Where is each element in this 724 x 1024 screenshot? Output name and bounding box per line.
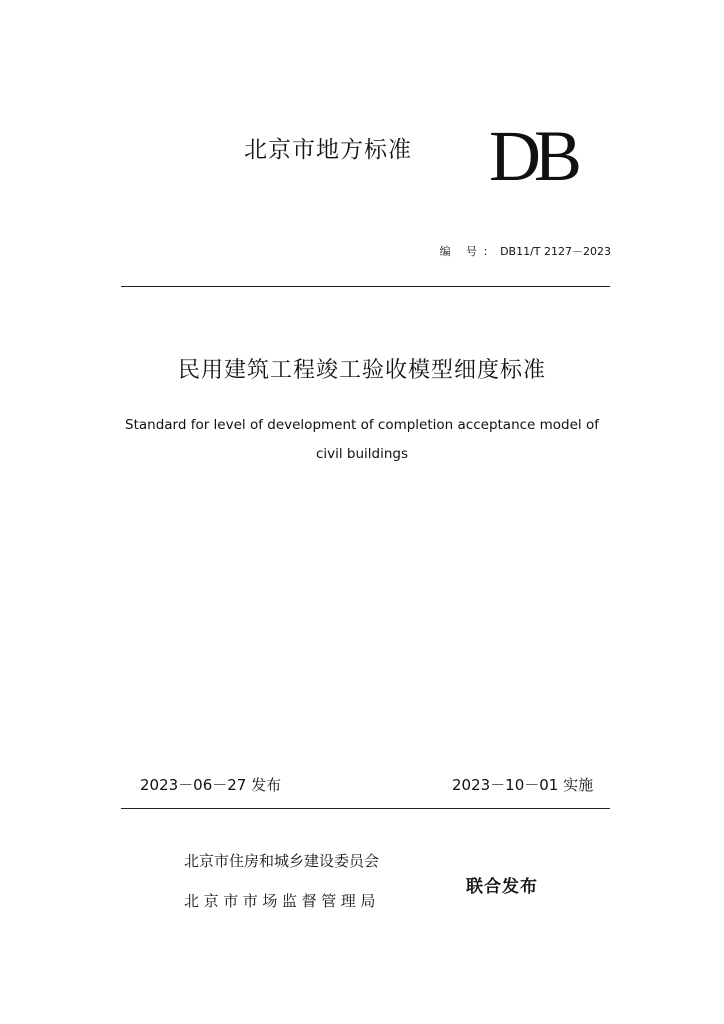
- issue-date: 2023－06－27 发布: [140, 776, 282, 794]
- implementation-date: 2023－10－01 实施: [452, 776, 594, 794]
- db-logo: DB: [489, 116, 576, 196]
- bottom-divider: [121, 808, 610, 809]
- chinese-title: 民用建筑工程竣工验收模型细度标准: [177, 358, 546, 383]
- standard-code: [440, 243, 611, 259]
- joint-issue-label: 联合发布: [466, 877, 538, 897]
- issuing-authority-housing: 北京市住房和城乡建设委员会: [184, 852, 380, 870]
- english-title: Standard for level of development of completion acceptance model of civil buildings: [125, 417, 599, 462]
- issuing-authority-market: 北京市市场监督管理局: [184, 892, 381, 910]
- standard-type-heading: 北京市地方标准: [244, 137, 412, 163]
- standard-code-value: DB11/T 2127－2023: [500, 245, 611, 258]
- standard-code-label: 编 号：: [439, 245, 501, 258]
- top-divider: [121, 286, 610, 287]
